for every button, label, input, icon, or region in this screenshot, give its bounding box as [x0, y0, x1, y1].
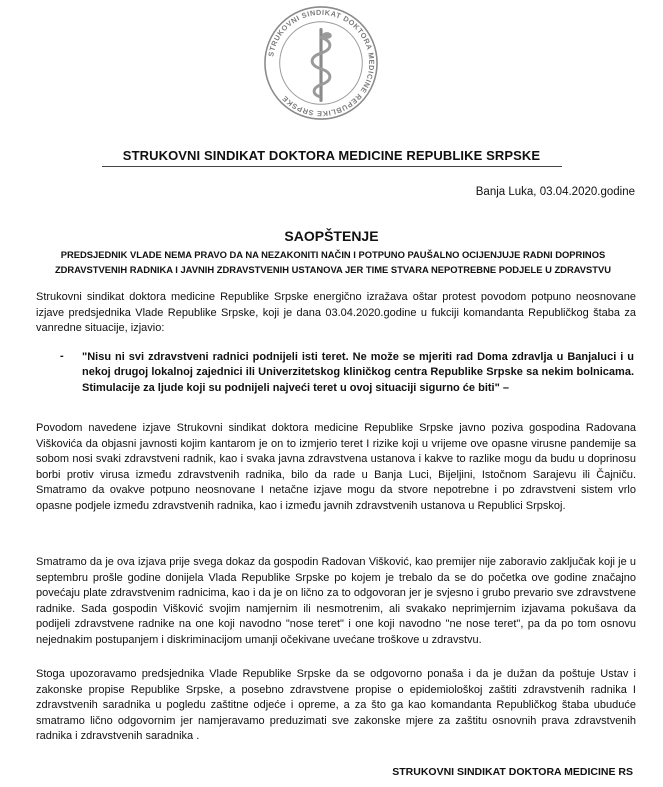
body-paragraph-2: Smatramo da je ova izjava prije svega dokaz da gospodin Radovan Višković, kao premijer nije zaboravio zaključak koji je u septembru prošle godine donijela Vlada Republike Srpske po kojem je trebalo da se do početka ove godine značajno povećaju plate zdravstvenim radnicima, kao i da je on lično za to odgovoran jer je svjesno i grubo prevario sve zdravstvene radnike. Sada gospodin Višković svojim namjernim ili nesmotrenim, ali svakako neprimjernim izjavama pokušava da podijeli zdravstvene radnike na one koji navodno "nose teret" i one koji navodno "ne nose teret", pa da po tom osnovu nejednakim postupanjem i diskriminacijom umanji očekivane uvećane troškove u zdravstvu. — [36, 556, 636, 646]
document-heading: SAOPŠTENJE — [284, 228, 379, 244]
document-subheading: PREDSJEDNIK VLADE NEMA PRAVO DA NA NEZAKONITI NAČIN I POTPUNO PAUŠALNO OCIJENJUJE RADNI DOPRINOS ZDRAVSTVENIH RADNIKA I JAVNIH ZDRAVSTVENIH USTANOVA JER TIME STVARA NEPOTREBNE PODJELE U ZDRAVSTVU — [54, 249, 612, 275]
quoted-statement: "Nisu ni svi zdravstveni radnici podnijeli isti teret. Ne može se mjeriti rad Doma zdravlja u Banjaluci i u nekoj drugoj lokalnoj zajednici ili Univerzitetskog kliničkog centra Republike Srpske sa nekim bolnicama. Stimulacije za ljude koji su podnijeli najveći teret u ovoj situaciji sigurno će biti" – — [82, 351, 634, 394]
union-seal-logo — [262, 4, 380, 122]
document-date: Banja Luka, 03.04.2020.godine — [475, 186, 635, 198]
signature-line: STRUKOVNI SINDIKAT DOKTORA MEDICINE RS — [392, 766, 633, 778]
body-paragraph-3: Stoga upozoravamo predsjednika Vlade Republike Srpske da se odgovorno ponaša i da je dužan da poštuje Ustav i zakonske propise Republike Srpske, a posebno zdravstvene propise o epidemiološkoj zaštiti zdravstvenih radnika I zdravstvenih saradnika u pogledu zaštitne odjeće i opreme, a za što ga kao komandanta Republičkog štaba ubuduće smatramo lično odgovornim jer namjeravamo preduzimati sve zakonske mjere za zaštitu osnovnih prava zdravstvenih radnika i zdravstvenih saradnika . — [36, 668, 636, 743]
body-paragraph-1: Povodom navedene izjave Strukovni sindikat doktora medicine Republike Srpske javno poziva gospodina Radovana Viškovića da objasni javnosti kojim kantarom je on to izmjerio teret I rizike koji u vrijeme ove opasne virusne pandemije sa sobom nosi svaki zdravstveni radnik, kao i svaka javna zdravstvena ustanova i kakve to razlike mogu da budu u doprinosu borbi protiv virusa između zdravstvenih radnika, bilo da rade u Banja Luci, Bijeljini, Istočnom Sarajevu ili Čajniču. Smatramo da ovakve potpuno neosnovane I netačne izjave mogu da stvore nepotrebne i po zdravstveni sistem vrlo opasne podjele između zdravstvenih radnika, kao i između javnih zdravstvenih ustanova u Republici Srpskoj. — [36, 422, 636, 512]
seal-ring-text: STRUKOVNI SINDIKAT DOKTORA MEDICINE REPUBLIKE SRPSKE — [266, 7, 377, 119]
organization-title: STRUKOVNI SINDIKAT DOKTORA MEDICINE REPUBLIKE SRPSKE — [122, 148, 541, 163]
intro-paragraph: Strukovni sindikat doktora medicine Republike Srpske energično izražava oštar protest povodom potpuno neosnovane izjave predsjednika Vlade Republike Srpske, koji je dana 03.04.2020.godine u fukciji komandanta Republičkog štaba za vanredne situacije, izjavio: — [36, 291, 636, 335]
header-divider — [102, 166, 562, 167]
quote-bullet: - — [60, 350, 64, 362]
